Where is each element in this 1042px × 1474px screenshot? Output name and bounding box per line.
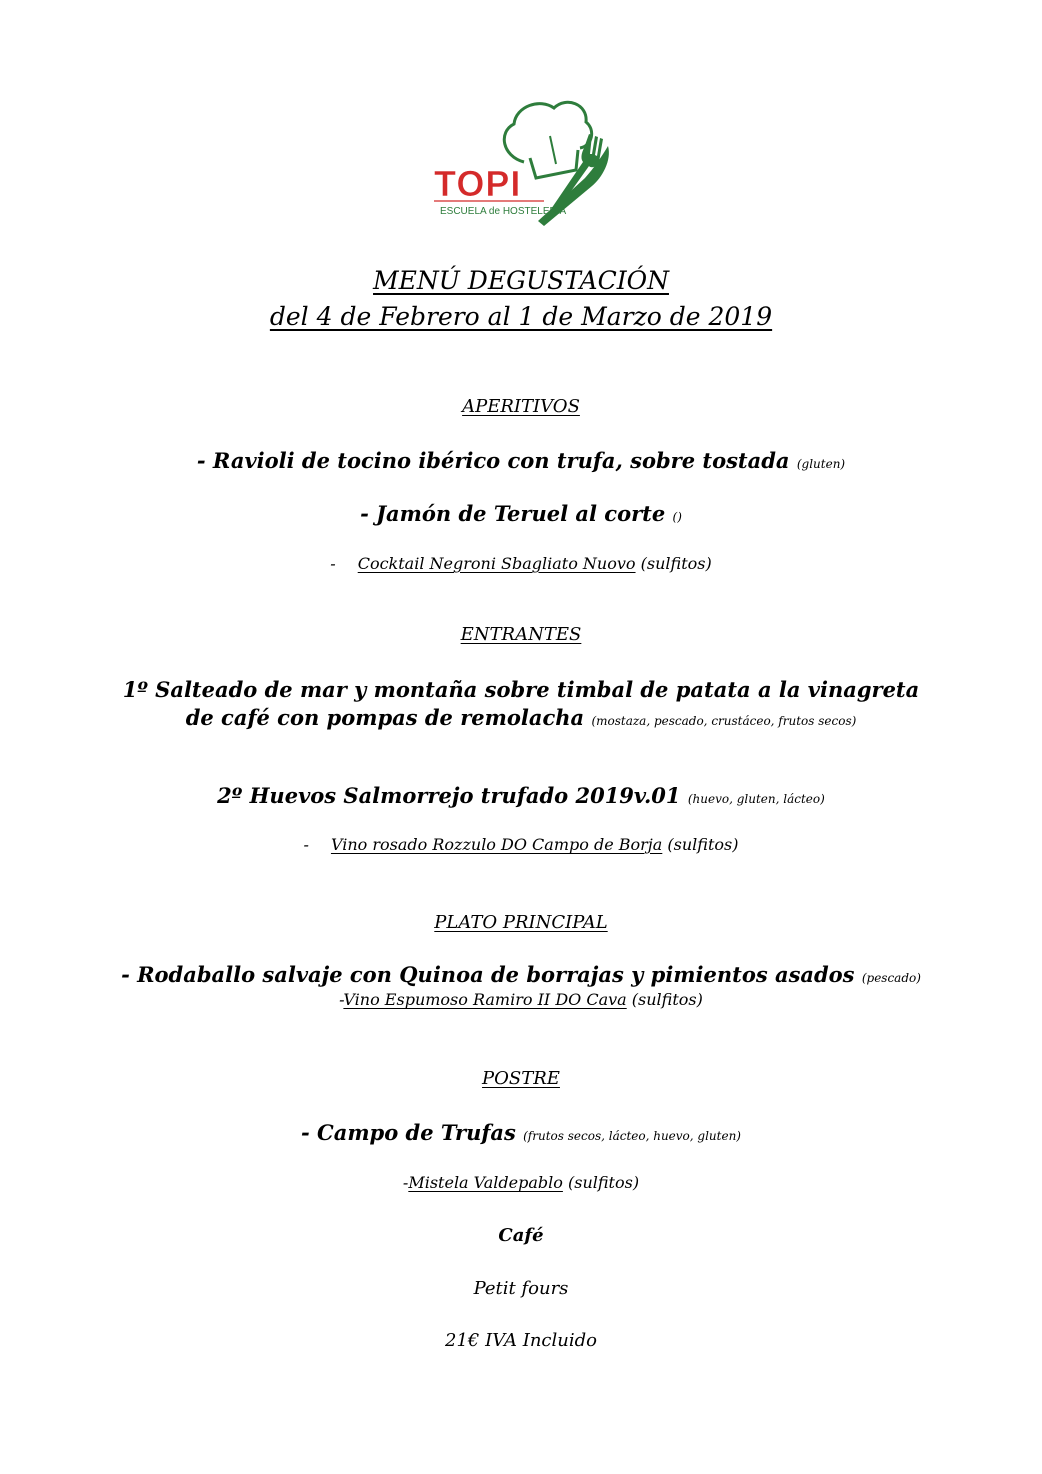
dish-allergens: (frutos secos, lácteo, huevo, gluten) <box>523 1129 741 1143</box>
dish-prefix: - <box>360 501 377 526</box>
menu-dates: del 4 de Febrero al 1 de Marzo de 2019 <box>269 302 773 331</box>
drink-name: Vino Espumoso Ramiro II DO Cava <box>343 990 627 1009</box>
dish-allergens: (mostaza, pescado, crustáceo, frutos secos) <box>591 714 857 728</box>
dish-prefix: - <box>196 448 213 473</box>
drink-espumoso <box>0 990 1042 1009</box>
dish-allergens: (huevo, gluten, lácteo) <box>687 792 825 806</box>
dish-name: de café con pompas de remolacha <box>185 705 585 730</box>
petit-fours-item: Petit fours <box>473 1278 569 1299</box>
drink-cocktail <box>0 554 1042 573</box>
drink-allergens: (sulfitos) <box>568 1173 640 1192</box>
dish-huevos <box>0 783 1042 808</box>
dish-name: Campo de Trufas <box>317 1120 516 1145</box>
dish-name: 2º Huevos Salmorrejo trufado 2019v.01 <box>217 783 681 808</box>
logo-subtitle-text: ESCUELA de HOSTELERÍA <box>440 206 567 217</box>
section-heading-aperitivos: APERITIVOS <box>462 396 580 417</box>
drink-allergens: (sulfitos) <box>667 835 739 854</box>
dish-campo-trufas <box>0 1120 1042 1145</box>
dish-salteado-line2 <box>0 705 1042 730</box>
cafe-item: Café <box>498 1225 544 1246</box>
price-text: 21€ IVA Incluido <box>445 1330 597 1351</box>
drink-bullet: - <box>339 990 344 1009</box>
dish-prefix: - <box>300 1120 318 1145</box>
drink-bullet: - <box>303 835 309 854</box>
drink-bullet: - <box>402 1173 409 1192</box>
dish-rodaballo <box>0 962 1042 987</box>
drink-name: Cocktail Negroni Sbagliato Nuovo <box>357 554 636 573</box>
section-heading-postre: POSTRE <box>482 1068 560 1089</box>
drink-vino-rosado <box>0 835 1042 854</box>
section-heading-principal: PLATO PRINCIPAL <box>434 912 608 933</box>
dish-prefix: - <box>121 962 138 987</box>
drink-name: Mistela Valdepablo <box>408 1173 563 1192</box>
dish-name: Jamón de Teruel al corte <box>376 501 666 526</box>
drink-name: Vino rosado Rozzulo DO Campo de Borja <box>330 835 663 854</box>
dish-salteado-line1: 1º Salteado de mar y montaña sobre timbal de patata a la vinagreta <box>122 677 920 702</box>
section-heading-entrantes: ENTRANTES <box>460 624 582 645</box>
topi-logo <box>432 90 612 230</box>
drink-bullet: - <box>330 554 336 573</box>
dish-name: Ravioli de tocino ibérico con trufa, sobre tostada <box>212 448 790 473</box>
dish-allergens: (pescado) <box>861 971 921 985</box>
menu-title: MENÚ DEGUSTACIÓN <box>373 266 669 295</box>
logo-brand-text: TOPI <box>434 163 522 204</box>
dish-allergens: () <box>672 510 682 524</box>
drink-allergens: (sulfitos) <box>631 990 703 1009</box>
dish-ravioli <box>0 448 1042 473</box>
dish-allergens: (gluten) <box>796 457 846 471</box>
drink-mistela <box>0 1173 1042 1192</box>
dish-name: Rodaballo salvaje con Quinoa de borrajas y pimientos asados <box>137 962 855 987</box>
drink-allergens: (sulfitos) <box>640 554 712 573</box>
dish-jamon <box>0 501 1042 526</box>
